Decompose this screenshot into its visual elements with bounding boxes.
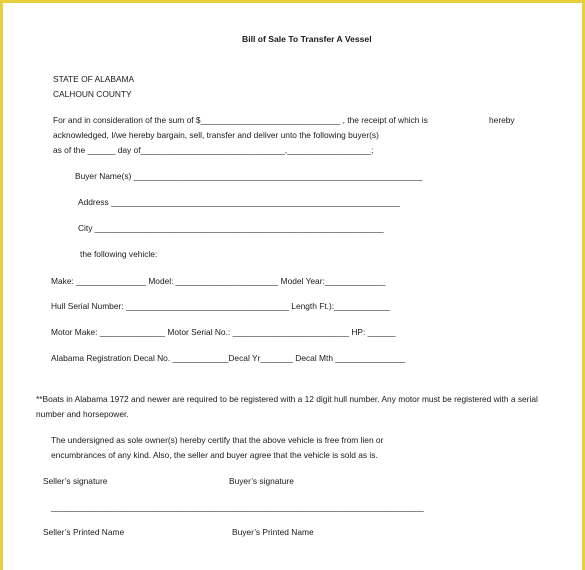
buyer-address-field: Address ______________________________________________________________ (78, 197, 400, 207)
seller-printed-name-label: Seller’s Printed Name (43, 527, 125, 537)
registration-note-line-1: **Boats in Alabama 1972 and newer are required to be registered with a 12 digit hull number. Any motor must be registered with a serial (36, 394, 538, 404)
consideration-line-3: as of the ______ day of_______________________________,__________________; (53, 145, 374, 155)
hull-length-line: Hull Serial Number: ___________________________________ Length Ft.):____________ (51, 301, 391, 311)
certify-line-2: encumbrances of any kind. Also, the seller and buyer agree that the vehicle is sold as is. (51, 450, 378, 460)
registration-note-line-2: number and horsepower. (36, 409, 129, 419)
motor-line: Motor Make: ______________ Motor Serial No.: _________________________ HP: ______ (51, 327, 396, 337)
buyer-signature-label: Buyer’s signature (229, 476, 294, 486)
state-line: STATE OF ALABAMA (53, 74, 135, 84)
registration-decal-line: Alabama Registration Decal No. ____________Decal Yr_______ Decal Mth _______________ (51, 353, 406, 363)
signature-rule: ________________________________________________________________________________ (51, 502, 424, 512)
consideration-line-1: For and in consideration of the sum of $______________________________ , the receipt of which is (53, 115, 428, 125)
buyer-city-field: City ______________________________________________________________ (78, 223, 384, 233)
buyer-names-field: Buyer Name(s) ______________________________________________________________ (75, 171, 423, 181)
vehicle-intro: the following vehicle: (80, 249, 158, 259)
make-model-line: Make: _______________ Model: ______________________ Model Year:_____________ (51, 276, 386, 286)
document-title: Bill of Sale To Transfer A Vessel (242, 34, 372, 44)
certify-line-1: The undersigned as sole owner(s) hereby certify that the above vehicle is free from lien or (51, 435, 384, 445)
consideration-line-2: acknowledged, I/we hereby bargain, sell, transfer and deliver unto the following buyer(s) (53, 130, 379, 140)
consideration-line-1-end: hereby (489, 115, 515, 125)
seller-signature-label: Seller’s signature (43, 476, 108, 486)
buyer-printed-name-label: Buyer’s Printed Name (232, 527, 314, 537)
county-line: CALHOUN COUNTY (53, 89, 132, 99)
